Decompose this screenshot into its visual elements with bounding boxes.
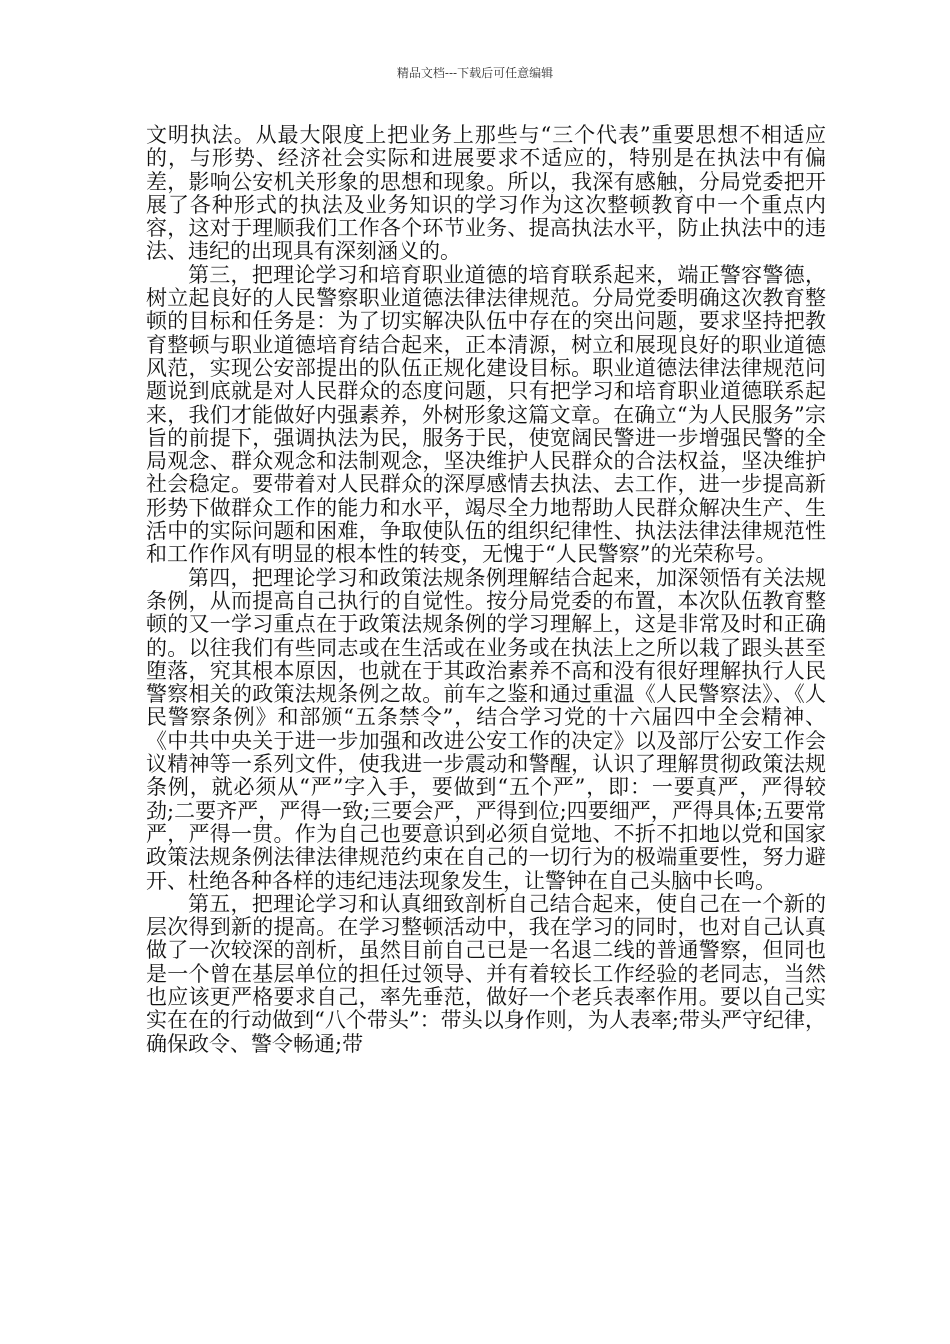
document-body xyxy=(146,124,826,1056)
page-header: 精品文档---下载后可任意编辑 xyxy=(396,66,554,80)
paragraph-fifth-point: 第五，把理论学习和认真细致剖析自己结合起来，使自己在一个新的层次得到新的提高。在学习整顿活动中，我在学习的同时，也对自己认真做了一次较深的剖析，虽然目前自己已是一名退二线的普通警察，但同也是一个曾在基层单位的担任过领导、并有着较长工作经验的老同志，当然也应该更严格要求自己，率先垂范，做好一个老兵表率作用。要以自己实实在在的行动做到“八个带头”：带头以身作则，为人表率;带头严守纪律，确保政令、警令畅通;带 xyxy=(146,891,826,1056)
paragraph-fourth-point: 第四，把理论学习和政策法规条例理解结合起来，加深领悟有关法规条例，从而提高自己执行的自觉性。按分局党委的布置，本次队伍教育整顿的又一学习重点在于政策法规条例的学习理解上，这是非常及时和正确的。以往我们有些同志或在生活或在业务或在执法上之所以栽了跟头甚至堕落，究其根本原因，也就在于其政治素养不高和没有很好理解执行人民警察相关的政策法规条例之故。前车之鉴和通过重温《人民警察法》、《人民警察条例》和部颁“五条禁令”，结合学习党的十六届四中全会精神、《中共中央关于进一步加强和改进公安工作的决定》以及部厅公安工作会议精神等一系列文件，使我进一步震动和警醒，认识了理解贯彻政策法规条例，就必须从“严”字入手，要做到“五个严”，即：一要真严，严得较劲;二要齐严，严得一致;三要会严，严得到位;四要细严，严得具体;五要常严，严得一贯。作为自己也要意识到必须自觉地、不折不扣地以党和国家政策法规条例法律法律规范约束在自己的一切行为的极端重要性，努力避开、杜绝各种各样的违纪违法现象发生，让警钟在自己头脑中长鸣。 xyxy=(146,565,826,893)
paragraph-third-point: 第三，把理论学习和培育职业道德的培育联系起来，端正警容警德，树立起良好的人民警察职业道德法律法律规范。分局党委明确这次教育整顿的目标和任务是：为了切实解决队伍中存在的突出问题，要求坚持把教育整顿与职业道德培育结合起来，正本清源，树立和展现良好的职业道德风范，实现公安部提出的队伍正规化建设目标。职业道德法律法律规范问题说到底就是对人民群众的态度问题，只有把学习和培育职业道德联系起来，我们才能做好内强素养，外树形象这篇文章。在确立“为人民服务”宗旨的前提下，强调执法为民，服务于民，使宽阔民警进一步增强民警的全局观念、群众观念和法制观念，坚决维护人民群众的合法权益，坚决维护社会稳定。要带着对人民群众的深厚感情去执法、去工作，进一步提高新形势下做群众工作的能力和水平，竭尽全力地帮助人民群众解决生产、生活中的实际问题和困难，争取使队伍的组织纪律性、执法法律法律规范性和工作作风有明显的根本性的转变，无愧于“人民警察”的光荣称号。 xyxy=(146,262,826,567)
paragraph-civil-enforcement: 文明执法。从最大限度上把业务上那些与“三个代表”重要思想不相适应的，与形势、经济社会实际和进展要求不适应的，特别是在执法中有偏差，影响公安机关形象的思想和现象。所以，我深有感触，分局党委把开展了各种形式的执法及业务知识的学习作为这次整顿教育中一个重点内容，这对于理顺我们工作各个环节业务、提高执法水平，防止执法中的违法、违纪的出现具有深刻涵义的。 xyxy=(146,123,826,264)
